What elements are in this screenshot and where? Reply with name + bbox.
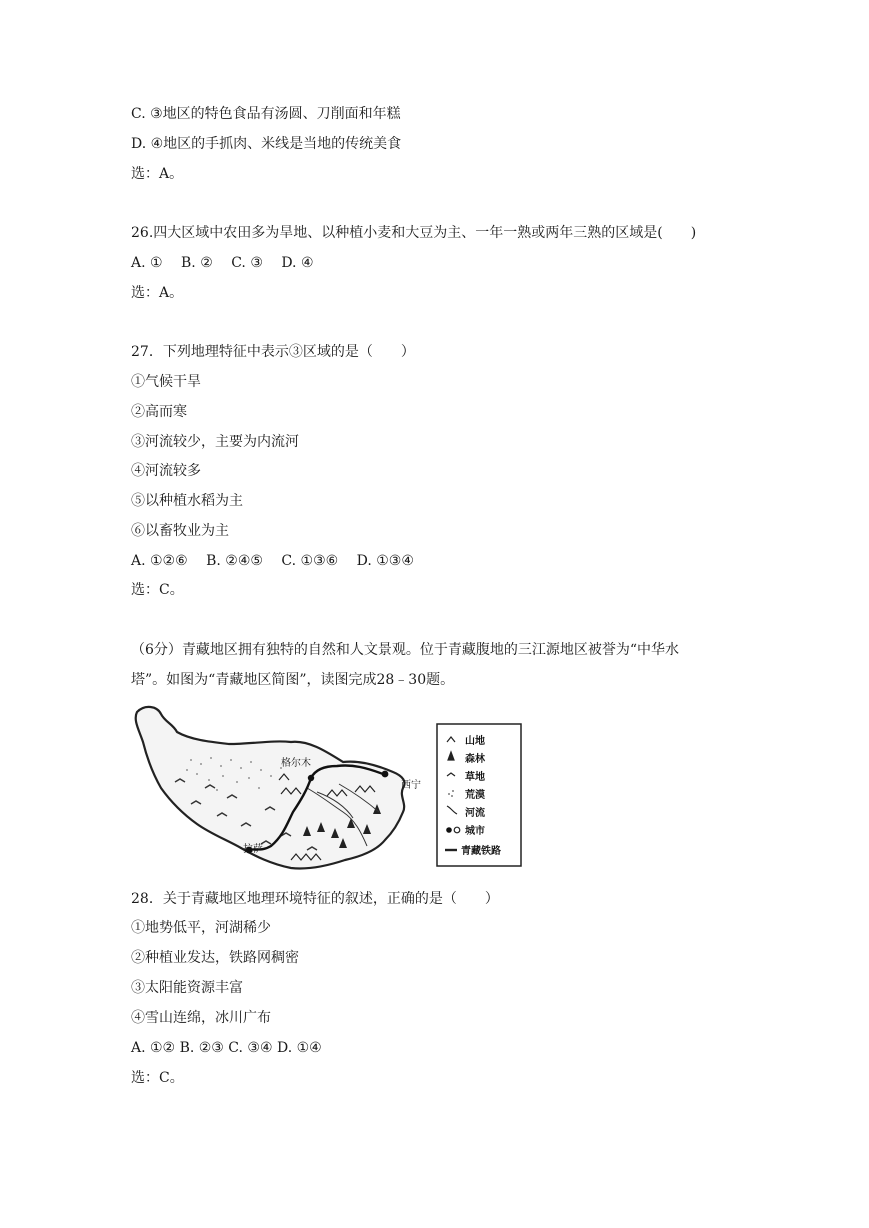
q28-item: ②种植业发达，铁路网稠密 — [131, 950, 299, 966]
legend-city: 城市 — [465, 826, 485, 837]
qinghai-tibet-map — [131, 700, 523, 880]
q28-answer: 选：C。 — [131, 1070, 184, 1086]
q27-stem: 27．下列地理特征中表示③区域的是（ ） — [131, 344, 415, 360]
q27-item: ⑥以畜牧业为主 — [131, 523, 229, 539]
q28-item: ④雪山连绵，冰川广布 — [131, 1010, 271, 1026]
intro-line-1: （6分）青藏地区拥有独特的自然和人文景观。位于青藏腹地的三江源地区被誉为“中华水 — [131, 642, 680, 658]
city-golmud-label: 格尔木 — [281, 758, 311, 769]
q27-options: A. ①②⑥ B. ②④⑤ C. ①③⑥ D. ①③④ — [131, 553, 414, 569]
city-golmud-marker — [308, 775, 314, 781]
legend-forest: 森林 — [465, 754, 485, 765]
legend-mountain: 山地 — [465, 736, 485, 747]
q27-item: ④河流较多 — [131, 463, 201, 479]
q25-option-d: D. ④地区的手抓肉、米线是当地的传统美食 — [131, 136, 402, 152]
q28-item: ③太阳能资源丰富 — [131, 980, 243, 996]
q26-answer: 选：A。 — [131, 285, 184, 301]
q27-item: ⑤以种植水稻为主 — [131, 493, 243, 509]
q28-item: ①地势低平，河湖稀少 — [131, 920, 271, 936]
q27-answer: 选：C。 — [131, 582, 184, 598]
q28-stem: 28．关于青藏地区地理环境特征的叙述，正确的是（ ） — [131, 891, 499, 907]
q27-item: ③河流较少，主要为内流河 — [131, 434, 299, 450]
q27-item: ①气候干旱 — [131, 374, 201, 390]
q26-stem: 26.四大区域中农田多为旱地、以种植小麦和大豆为主、一年一熟或两年三熟的区域是( ) — [131, 225, 697, 241]
intro-line-2: 塔”。如图为“青藏地区简图”，读图完成28﹣30题。 — [131, 672, 455, 688]
q28-options: A. ①② B. ②③ C. ③④ D. ①④ — [131, 1040, 322, 1056]
q25-option-c: C. ③地区的特色食品有汤圆、刀削面和年糕 — [131, 106, 401, 122]
city-xining-marker — [382, 771, 389, 778]
legend-desert: 荒漠 — [465, 790, 485, 801]
legend-grassland: 草地 — [465, 772, 485, 783]
q27-item: ②高而寒 — [131, 404, 187, 420]
q25-answer: 选：A。 — [131, 166, 184, 182]
city-lhasa-label: 拉萨 — [243, 844, 263, 855]
legend-railway: 青藏铁路 — [461, 846, 501, 857]
legend-river: 河流 — [465, 808, 485, 819]
q26-options: A. ① B. ② C. ③ D. ④ — [131, 255, 314, 271]
city-xining-label: 西宁 — [401, 780, 421, 791]
